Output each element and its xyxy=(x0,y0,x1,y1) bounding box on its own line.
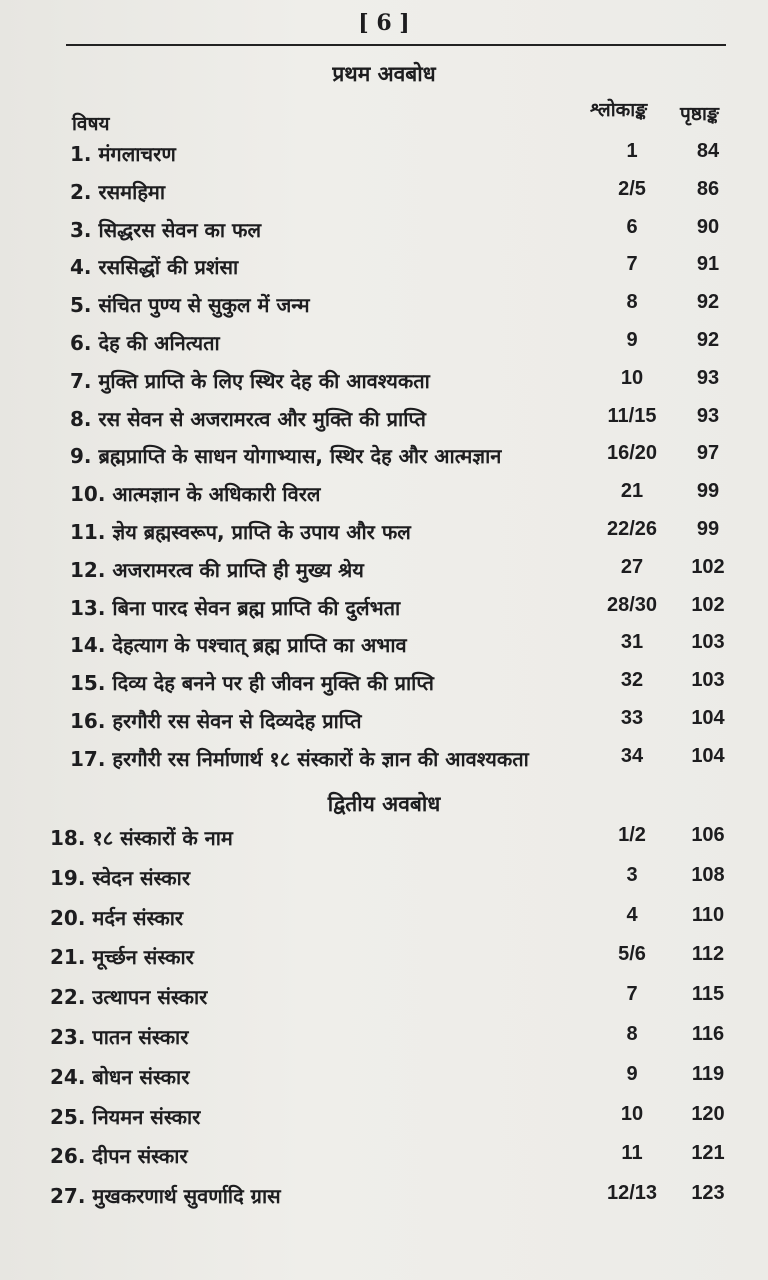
toc-sloka-number: 8 xyxy=(626,291,638,314)
toc-topic: 19. स्वेदन संस्कार xyxy=(50,865,190,890)
toc-row xyxy=(0,1103,768,1139)
toc-sloka-number: 7 xyxy=(626,983,638,1006)
toc-row xyxy=(0,1023,768,1059)
toc-row xyxy=(0,291,768,327)
toc-topic: 21. मूर्च्छन संस्कार xyxy=(50,945,194,970)
toc-row xyxy=(0,1182,768,1218)
toc-sloka-number: 8 xyxy=(626,1023,638,1045)
toc-page-number: 123 xyxy=(691,1182,725,1205)
toc-page-number: 99 xyxy=(696,480,720,503)
toc-page-number: 93 xyxy=(696,404,720,427)
toc-page-number: 86 xyxy=(696,177,720,200)
toc-row xyxy=(0,745,768,781)
toc-sloka-number: 4 xyxy=(626,903,638,926)
toc-sloka-number: 9 xyxy=(626,329,638,351)
toc-sloka-number: 1/2 xyxy=(618,824,646,846)
toc-topic: 16. हरगौरी रस सेवन से दिव्यदेह प्राप्ति xyxy=(70,709,362,733)
column-header-page: पृष्ठाङ्क xyxy=(680,103,719,125)
toc-topic: 13. बिना पारद सेवन ब्रह्म प्राप्ति की दुर्लभता xyxy=(70,595,401,620)
toc-page-number: 92 xyxy=(696,329,720,351)
toc-sloka-number: 22/26 xyxy=(606,518,658,540)
toc-page-number: 103 xyxy=(691,631,725,654)
toc-sloka-number: 7 xyxy=(626,253,638,276)
toc-row xyxy=(0,367,768,403)
toc-row xyxy=(0,707,768,743)
toc-topic: 4. रससिद्धों की प्रशंसा xyxy=(70,255,239,280)
toc-sloka-number: 21 xyxy=(620,480,644,503)
toc-page-number: 102 xyxy=(691,555,725,578)
toc-sloka-number: 28/30 xyxy=(606,593,658,616)
toc-topic: 14. देहत्याग के पश्चात् ब्रह्म प्राप्ति का अभाव xyxy=(70,633,407,658)
toc-row xyxy=(0,904,768,940)
toc-page-number: 102 xyxy=(691,593,725,616)
toc-row xyxy=(0,983,768,1019)
toc-row xyxy=(0,864,768,900)
toc-row xyxy=(0,405,768,441)
toc-page-number: 112 xyxy=(691,943,725,966)
toc-page-number: 120 xyxy=(691,1102,725,1125)
toc-sloka-number: 6 xyxy=(626,215,638,238)
toc-topic: 12. अजरामरत्व की प्राप्ति ही मुख्य श्रेय xyxy=(70,557,364,582)
toc-topic: 26. दीपन संस्कार xyxy=(50,1144,188,1169)
toc-page-number: 104 xyxy=(691,707,725,729)
toc-page-number: 116 xyxy=(691,1023,725,1045)
toc-sloka-number: 12/13 xyxy=(606,1182,658,1205)
toc-page-number: 106 xyxy=(691,824,725,846)
toc-page-number: 93 xyxy=(696,366,720,389)
toc-sloka-number: 34 xyxy=(620,744,644,767)
toc-topic: 24. बोधन संस्कार xyxy=(50,1064,190,1089)
toc-topic: 2. रसमहिमा xyxy=(70,179,166,204)
page-number: [ 6 ] xyxy=(358,10,410,36)
toc-sloka-number: 10 xyxy=(620,366,644,389)
toc-row xyxy=(0,480,768,516)
toc-row xyxy=(0,518,768,554)
toc-row xyxy=(0,594,768,630)
toc-row xyxy=(0,442,768,478)
toc-sloka-number: 16/20 xyxy=(606,442,658,465)
toc-row xyxy=(0,329,768,365)
toc-sloka-number: 5/6 xyxy=(618,943,646,966)
toc-page-number: 92 xyxy=(696,291,720,314)
column-header-topic: विषय xyxy=(72,113,110,135)
toc-row xyxy=(0,216,768,252)
toc-sloka-number: 3 xyxy=(626,863,638,886)
toc-topic: 7. मुक्ति प्राप्ति के लिए स्थिर देह की आवश्यकता xyxy=(70,368,430,393)
column-header-sloka: श्लोकाङ्क xyxy=(590,99,648,121)
toc-topic: 18. १८ संस्कारों के नाम xyxy=(50,826,233,850)
toc-row xyxy=(0,943,768,979)
toc-topic: 15. दिव्य देह बनने पर ही जीवन मुक्ति की प्राप्ति xyxy=(70,671,434,696)
toc-topic: 27. मुखकरणार्थ सुवर्णादि ग्रास xyxy=(50,1184,281,1209)
toc-sloka-number: 9 xyxy=(626,1062,638,1085)
toc-topic: 20. मर्दन संस्कार xyxy=(50,905,184,930)
toc-topic: 22. उत्थापन संस्कार xyxy=(50,985,208,1010)
section-title-first: प्रथम अवबोध xyxy=(332,62,436,86)
toc-topic: 25. नियमन संस्कार xyxy=(50,1104,201,1129)
section-title-second: द्वितीय अवबोध xyxy=(327,792,441,816)
toc-row xyxy=(0,140,768,176)
toc-topic: 9. ब्रह्मप्राप्ति के साधन योगाभ्यास, स्थिर देह और आत्मज्ञान xyxy=(70,444,502,469)
toc-topic: 5. संचित पुण्य से सुकुल में जन्म xyxy=(70,293,310,318)
toc-sloka-number: 2/5 xyxy=(618,177,646,200)
toc-sloka-number: 1 xyxy=(626,140,638,162)
toc-page-number: 90 xyxy=(696,215,720,238)
toc-page-number: 84 xyxy=(696,140,720,162)
toc-page-number: 91 xyxy=(696,253,720,276)
toc-topic: 10. आत्मज्ञान के अधिकारी विरल xyxy=(70,482,321,507)
toc-row xyxy=(0,1063,768,1099)
toc-page-number: 110 xyxy=(691,903,725,926)
toc-row xyxy=(0,556,768,592)
toc-sloka-number: 11/15 xyxy=(607,404,657,427)
toc-row xyxy=(0,253,768,289)
toc-sloka-number: 31 xyxy=(620,631,644,654)
toc-topic: 8. रस सेवन से अजरामरत्व और मुक्ति की प्राप्ति xyxy=(70,406,426,431)
toc-sloka-number: 27 xyxy=(620,555,644,578)
toc-topic: 6. देह की अनित्यता xyxy=(70,331,220,355)
toc-row xyxy=(0,824,768,860)
toc-row xyxy=(0,669,768,705)
toc-topic: 3. सिद्धरस सेवन का फल xyxy=(70,217,262,242)
toc-topic: 23. पातन संस्कार xyxy=(50,1025,189,1049)
toc-sloka-number: 11 xyxy=(621,1142,643,1165)
header-rule xyxy=(66,44,726,46)
toc-topic: 17. हरगौरी रस निर्माणार्थ १८ संस्कारों के ज्ञान की आवश्यकता xyxy=(70,746,529,771)
toc-page-number: 104 xyxy=(691,744,725,767)
toc-page-number: 121 xyxy=(691,1142,725,1165)
toc-page-number: 103 xyxy=(691,669,725,692)
toc-page-number: 119 xyxy=(691,1062,725,1085)
toc-page-number: 115 xyxy=(691,983,725,1006)
toc-row xyxy=(0,178,768,214)
toc-topic: 11. ज्ञेय ब्रह्मस्वरूप, प्राप्ति के उपाय और फल xyxy=(70,520,411,544)
toc-page-number: 97 xyxy=(696,442,720,465)
toc-row xyxy=(0,1142,768,1178)
toc-topic: 1. मंगलाचरण xyxy=(70,142,176,166)
toc-sloka-number: 10 xyxy=(620,1102,644,1125)
toc-page-number: 99 xyxy=(696,518,720,540)
toc-row xyxy=(0,631,768,667)
toc-sloka-number: 32 xyxy=(620,669,644,692)
toc-page-number: 108 xyxy=(691,863,725,886)
toc-sloka-number: 33 xyxy=(620,707,644,729)
